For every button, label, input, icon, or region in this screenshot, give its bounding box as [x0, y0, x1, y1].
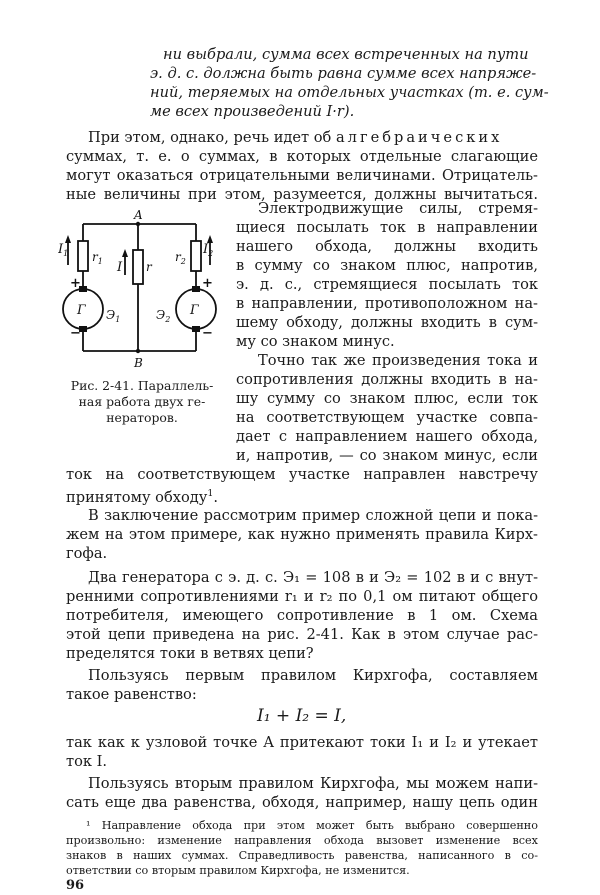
figure-caption-line-3: нераторов.	[106, 410, 178, 425]
paragraph-4-line-1: В заключение рассмотрим пример сложной цепи и пока-	[88, 507, 538, 524]
paragraph-2-line-6: в направлении, противоположном на-	[236, 295, 538, 312]
current-i2-label: $I_2$	[203, 242, 214, 258]
footnote-marker: 1	[207, 488, 214, 499]
node-a-label: A	[134, 208, 143, 222]
paragraph-3-line-3: шу сумму со знаком плюс, если ток	[236, 390, 538, 407]
current-i1-label: $I_1$	[58, 242, 69, 258]
paragraph-5-line-4: этой цепи приведена на рис. 2-41. Как в этом случае рас-	[66, 626, 538, 643]
paragraph-8-line-1: Пользуясь вторым правилом Кирхгофа, мы можем напи-	[88, 775, 538, 792]
rule-line-1: ни выбрали, сумма всех встреченных на пути	[163, 46, 529, 63]
paragraph-7-line-2: ток I.	[66, 753, 108, 770]
figure-caption-line-2: ная работа двух ге-	[78, 394, 206, 409]
paragraph-6-line-2: такое равенство:	[66, 686, 197, 703]
paragraph-3-line-5: дает с направлением нашего обхода,	[236, 428, 538, 445]
emf1-label: $Э_1$	[106, 308, 121, 324]
rule-line-4: ме всех произведений I·r).	[150, 103, 355, 120]
node-b-label: B	[134, 356, 143, 370]
footnote-line-1: ¹ Направление обхода при этом может быть выбрано совершенно	[86, 819, 538, 832]
emf2-label: $Э_2$	[156, 308, 171, 324]
r2-label: $r_2$	[175, 250, 186, 266]
paragraph-3-line-6: и, напротив, — со знаком минус, если	[236, 447, 538, 464]
circuit-diagram	[58, 205, 218, 385]
plus-2-label: +	[202, 276, 213, 291]
paragraph-2-line-7: шему обходу, должны входить в сум-	[236, 314, 538, 331]
paragraph-5-line-1: Два генератора с э. д. с. Э₁ = 108 в и Э₂ = 102 в и с внут-	[88, 569, 538, 586]
footnote-line-3: знаков в наших суммах. Справедливость равенства, написанного в со-	[66, 849, 538, 862]
paragraph-1-line-4: ные величины при этом, разумеется, должны вычитаться.	[66, 186, 538, 203]
paragraph-3-line-1: Точно так же произведения тока и	[258, 352, 538, 369]
paragraph-2-line-3: нашего обхода, должны входить	[236, 238, 538, 255]
current-i-label: I	[117, 260, 123, 275]
paragraph-1-line-2: суммах, т. е. о суммах, в которых отдельные слагающие	[66, 148, 538, 165]
minus-2-label: −	[202, 326, 213, 341]
paragraph-3-line-7: ток на соответствующем участке направлен навстречу	[66, 466, 538, 483]
footnote-line-2: произвольно: изменение направления обхода вызовет изменение всех	[66, 834, 538, 847]
paragraph-3-line-2: сопротивления должны входить в на-	[236, 371, 538, 388]
paragraph-7-line-1: так как к узловой точке A притекают токи I₁ и I₂ и утекает	[66, 734, 538, 751]
page-number: 96	[66, 878, 85, 893]
paragraph-2-line-4: в сумму со знаком плюс, напротив,	[236, 257, 538, 274]
paragraph-1-line-1: При этом, однако, речь идет об алгебраических	[88, 129, 503, 146]
rule-line-2: э. д. с. должна быть равна сумме всех напряже-	[150, 65, 537, 82]
paragraph-5-line-3: потребителя, имеющего сопротивление в 1 ом. Схема	[66, 607, 538, 624]
generator-2-label: Г	[190, 303, 199, 318]
paragraph-2-line-8: му со знаком минус.	[236, 333, 395, 350]
paragraph-6-line-1: Пользуясь первым правилом Кирхгофа, составляем	[88, 667, 538, 684]
paragraph-3-line-8: принятому обходу$^1$.	[66, 488, 219, 506]
kirchhoff-equation: I₁ + I₂ = I,	[257, 706, 347, 726]
r1-label: $r_1$	[92, 250, 103, 266]
paragraph-3-line-4: на соответствующем участке совпа-	[236, 409, 538, 426]
paragraph-4-line-2: жем на этом примере, как нужно применять правила Кирх-	[66, 526, 538, 543]
paragraph-5-line-2: ренними сопротивлениями r₁ и r₂ по 0,1 ом питают общего	[66, 588, 538, 605]
r-label: r	[146, 260, 152, 274]
paragraph-2-line-2: щиеся посылать ток в направлении	[236, 219, 538, 236]
minus-1-label: −	[70, 326, 81, 341]
footnote-line-4: ответствии со вторым правилом Кирхгофа, не изменится.	[66, 864, 410, 877]
rule-line-3: ний, теряемых на отдельных участках (т. е. сум-	[150, 84, 549, 101]
paragraph-5-line-5: пределятся токи в ветвях цепи?	[66, 645, 314, 662]
paragraph-8-line-2: сать еще два равенства, обходя, например, нашу цепь один	[66, 794, 538, 811]
paragraph-2-line-5: э. д. с., стремящиеся посылать ток	[236, 276, 538, 293]
paragraph-1-line-3: могут оказаться отрицательными величинами. Отрицатель-	[66, 167, 538, 184]
plus-1-label: +	[70, 276, 81, 291]
paragraph-4-line-3: гофа.	[66, 545, 108, 562]
figure-caption-line-1: Рис. 2-41. Параллель-	[70, 378, 214, 393]
paragraph-2-line-1: Электродвижущие силы, стремя-	[258, 200, 538, 217]
generator-1-label: Г	[77, 303, 86, 318]
